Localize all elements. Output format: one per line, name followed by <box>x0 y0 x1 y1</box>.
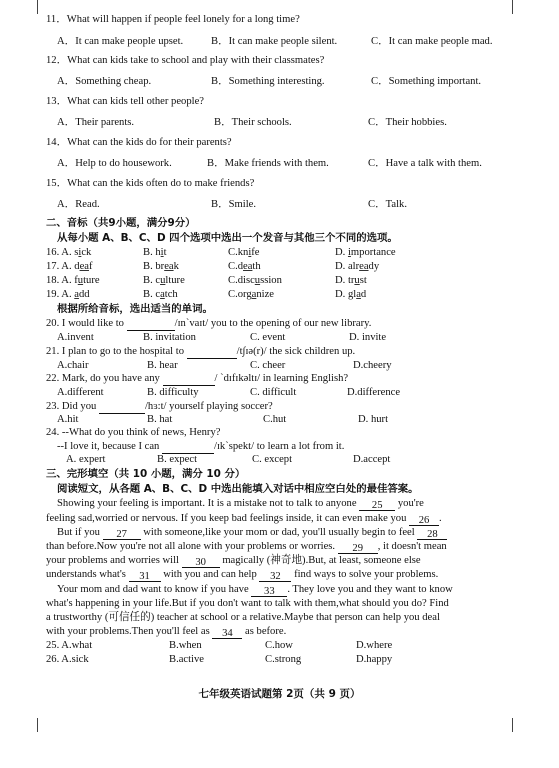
cloze-blank-29[interactable]: 29 <box>338 542 378 554</box>
option-b[interactable]: B. culture <box>143 275 185 286</box>
option-c[interactable]: C. cheer <box>250 360 286 371</box>
option-a[interactable]: A. expert <box>66 454 106 465</box>
question-24-stem-2: --I love it, because I can /ɪk`spekt/ to learn a lot from it. <box>57 441 345 452</box>
answer-blank[interactable] <box>187 347 237 359</box>
option-d[interactable]: D. invite <box>349 332 387 343</box>
option-b[interactable]: B. invitation <box>143 332 196 343</box>
question-20-options <box>0 331 559 345</box>
cloze-blank-27[interactable]: 27 <box>103 528 141 540</box>
option-c[interactable]: C.how <box>265 640 293 651</box>
option-b[interactable]: B. hear <box>147 360 178 371</box>
option-d[interactable]: D. glad <box>335 289 367 300</box>
option-b[interactable]: B. break <box>143 261 179 272</box>
passage-line: what's happening in your life.But if you don't want to talk with them,what should you do? Find <box>46 598 449 609</box>
option-c[interactable]: C. event <box>250 332 286 343</box>
question-14-options <box>0 157 559 171</box>
option-c[interactable]: C. except <box>252 454 293 465</box>
cloze-blank-32[interactable]: 32 <box>259 570 291 582</box>
option-c[interactable]: C.strong <box>265 654 302 665</box>
crop-mark-top-right <box>512 0 523 14</box>
option-c[interactable]: C.death <box>228 261 261 272</box>
option-b[interactable]: B．Smile. <box>211 199 257 210</box>
question-15-options <box>0 198 559 212</box>
question-11-options <box>0 35 559 49</box>
option-a[interactable]: A．Their parents. <box>57 117 135 128</box>
option-b[interactable]: B．Make friends with them. <box>207 158 329 169</box>
passage-line: But if you 27 with someone,like your mom or dad, you'll usually begin to feel 28 <box>0 526 559 540</box>
question-12-stem: 12．What can kids take to school and play with their classmates? <box>46 55 325 66</box>
passage-line: with your problems.Then you'll feel as 34 as before. <box>46 626 287 639</box>
section-2-instruction: 从每小题 A、B、C、D 四个选项中选出一个发音与其他三个不同的选项。 <box>57 232 398 244</box>
option-a[interactable]: 19. A. add <box>46 289 90 300</box>
option-c[interactable]: C．Their hobbies. <box>368 117 447 128</box>
option-d[interactable]: D. importance <box>335 247 396 258</box>
question-12-options <box>0 75 559 89</box>
passage-line: a trustworthy (可信任的) teacher at school or a relative.Maybe that person can help you deal <box>46 612 440 623</box>
option-a[interactable]: A．Help to do housework. <box>57 158 172 169</box>
option-b[interactable]: B．Something interesting. <box>211 76 325 87</box>
option-c[interactable]: C．Talk. <box>368 199 407 210</box>
question-25-options <box>0 639 559 653</box>
option-b[interactable]: B．It can make people silent. <box>211 36 338 47</box>
option-a[interactable]: A.hit <box>57 414 79 425</box>
section-2-title: 二、音标（共9小题，满分9分） <box>46 217 196 229</box>
phonetic-row-18 <box>0 274 559 288</box>
passage-line: Showing your feeling is important. It is a mistake not to talk to anyone 25 you're <box>57 498 424 511</box>
option-c[interactable]: C．It can make people mad. <box>371 36 493 47</box>
option-b[interactable]: B. hat <box>147 414 173 425</box>
question-23-stem: 23. Did you /hɜ:t/ yourself playing soccer? <box>46 401 273 412</box>
option-c[interactable]: C．Something important. <box>371 76 482 87</box>
question-21-stem: 21. I plan to go to the hospital to /t∫ɪə(r)/ the sick children up. <box>46 346 356 357</box>
cloze-blank-33[interactable]: 33 <box>251 585 287 597</box>
cloze-blank-25[interactable]: 25 <box>359 499 395 511</box>
question-21-options <box>0 359 559 373</box>
cloze-blank-26[interactable]: 26 <box>409 514 439 526</box>
question-13-options <box>0 116 559 130</box>
option-a[interactable]: A．Read. <box>57 199 100 210</box>
section-2-instruction-2: 根据所给音标，选出适当的单词。 <box>57 303 213 315</box>
answer-blank[interactable] <box>163 374 215 386</box>
option-c[interactable]: C.organize <box>228 289 275 300</box>
option-a[interactable]: A.chair <box>57 360 89 371</box>
option-d[interactable]: D. already <box>335 261 380 272</box>
question-22-options <box>0 386 559 400</box>
page-footer: 七年级英语试题第 2页（共 9 页） <box>198 688 361 700</box>
question-14-stem: 14．What can the kids do for their parents? <box>46 137 232 148</box>
answer-blank[interactable] <box>127 319 175 331</box>
option-a[interactable]: 17. A. deaf <box>46 261 93 272</box>
cloze-blank-28[interactable]: 28 <box>417 528 447 540</box>
crop-mark-bottom-right <box>512 718 523 732</box>
cloze-blank-30[interactable]: 30 <box>182 556 220 568</box>
passage-line: feeling sad,worried or nervous. If you keep bad feelings inside, it can even make you 26 . <box>46 513 442 526</box>
option-b[interactable]: B. difficulty <box>147 387 199 398</box>
option-a[interactable]: 16. A. sick <box>46 247 92 258</box>
phonetic-row-17 <box>0 260 559 274</box>
option-c[interactable]: C.discussion <box>228 275 282 286</box>
option-a[interactable]: 25. A.what <box>46 640 93 651</box>
option-c[interactable]: C.hut <box>263 414 287 425</box>
option-a[interactable]: A.invent <box>57 332 94 343</box>
option-d[interactable]: D. hurt <box>358 414 389 425</box>
option-a[interactable]: A．Something cheap. <box>57 76 152 87</box>
question-11-stem: 11．What will happen if people feel lonely for a long time? <box>46 14 300 25</box>
option-c[interactable]: C.knife <box>228 247 260 258</box>
option-b[interactable]: B. hit <box>143 247 167 258</box>
option-b[interactable]: B. expect <box>157 454 198 465</box>
option-d[interactable]: D.difference <box>347 387 401 398</box>
phonetic-row-16 <box>0 246 559 260</box>
question-22-stem: 22. Mark, do you have any / `dɪfɪkəltɪ/ in learning English? <box>46 373 349 384</box>
option-b[interactable]: B. catch <box>143 289 178 300</box>
option-d[interactable]: D.cheery <box>353 360 392 371</box>
phonetic-row-19 <box>0 288 559 302</box>
question-15-stem: 15．What can the kids often do to make friends? <box>46 178 255 189</box>
passage-line: than before.Now you're not all alone with your problems or worries. 29 , it doesn't mean <box>46 541 447 554</box>
passage-line: understands what's 31 with you and can help 32 find ways to solve your problems. <box>46 569 439 582</box>
cloze-blank-34[interactable]: 34 <box>212 627 242 639</box>
section-3-instruction: 阅读短文，从各题 A、B、C、D 中选出能填入对话中相应空白处的最佳答案。 <box>57 483 419 495</box>
crop-mark-top-left <box>27 0 38 14</box>
cloze-blank-31[interactable]: 31 <box>129 570 161 582</box>
option-a[interactable]: A．It can make people upset. <box>57 36 184 47</box>
question-20-stem: 20. I would like to /ɪn`vaɪt/ you to the opening of our new library. <box>46 318 372 329</box>
question-24-options <box>0 453 559 467</box>
crop-mark-bottom-left <box>27 718 38 732</box>
question-13-stem: 13．What can kids tell other people? <box>46 96 204 107</box>
passage-line: Your mom and dad want to know if you have 33 . They love you and they want to know <box>57 584 453 597</box>
option-a[interactable]: 18. A. future <box>46 275 100 286</box>
option-a[interactable]: 26. A.sick <box>46 654 89 665</box>
option-d[interactable]: D.where <box>356 640 393 651</box>
question-23-options <box>0 413 559 427</box>
option-c[interactable]: C．Have a talk with them. <box>368 158 482 169</box>
option-a[interactable]: A.different <box>57 387 104 398</box>
option-d[interactable]: D.accept <box>353 454 391 465</box>
option-c[interactable]: C. difficult <box>250 387 297 398</box>
question-24-stem: 24. --What do you think of news, Henry? <box>46 427 221 438</box>
option-b[interactable]: B.when <box>169 640 202 651</box>
option-d[interactable]: D. trust <box>335 275 367 286</box>
question-26-options <box>0 653 559 667</box>
option-b[interactable]: B．Their schools. <box>214 117 292 128</box>
option-b[interactable]: B.active <box>169 654 205 665</box>
passage-line: your problems and worries will 30 magically (神奇地).But, at least, someone else <box>46 555 421 568</box>
option-d[interactable]: D.happy <box>356 654 393 665</box>
section-3-title: 三、完形填空（共 10 小题，满分 10 分） <box>46 468 246 480</box>
